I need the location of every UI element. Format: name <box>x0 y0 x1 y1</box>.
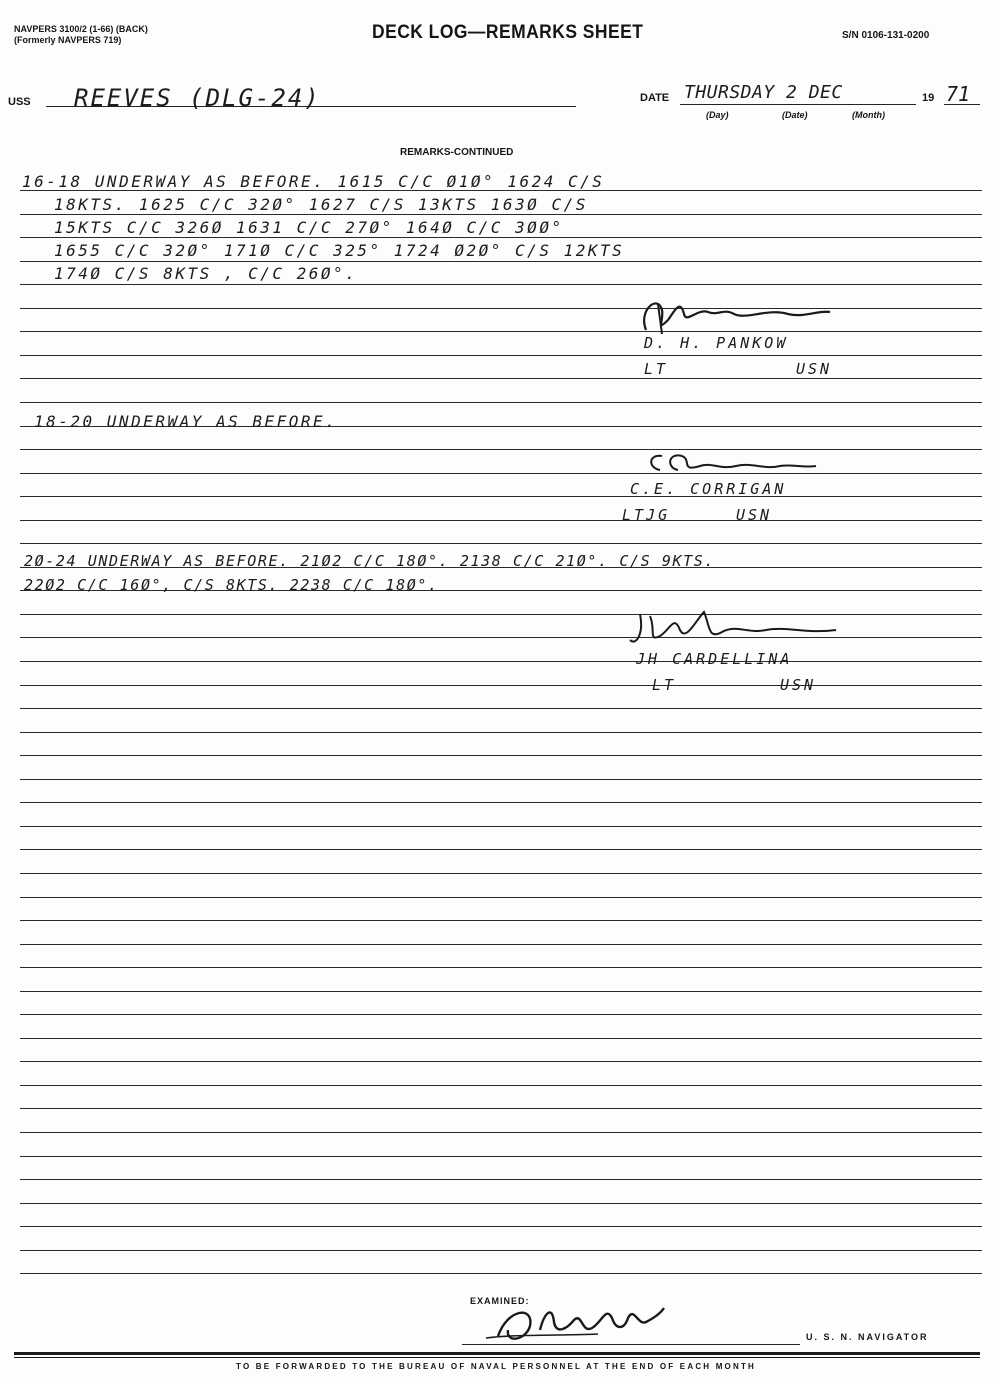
ruled-line <box>20 991 982 992</box>
ruled-line <box>20 685 982 686</box>
date-label: DATE <box>640 92 670 104</box>
ruled-line <box>20 708 982 709</box>
navigator-label: U. S. N. NAVIGATOR <box>806 1332 929 1342</box>
date-sub-date: (Date) <box>782 110 808 120</box>
entry-1-line-2: 18KTS. 1625 C/C 32Ø° 1627 C/S 13KTS 163Ø C/S <box>54 195 588 214</box>
ruled-line <box>20 1061 982 1062</box>
entry-2-line-1: 18-20 UNDERWAY AS BEFORE. <box>34 412 338 431</box>
ruled-line <box>20 1108 982 1109</box>
ruled-line <box>20 449 982 450</box>
entry-1-line-1: 16-18 UNDERWAY AS BEFORE. 1615 C/C Ø1Ø° 1624 C/S <box>22 172 605 191</box>
ruled-line <box>20 944 982 945</box>
ruled-line <box>20 355 982 356</box>
ruled-line <box>20 1156 982 1157</box>
signer-3-service: USN <box>780 676 817 694</box>
ruled-line <box>20 1250 982 1251</box>
ruled-line <box>20 967 982 968</box>
remarks-heading: REMARKS-CONTINUED <box>400 147 514 158</box>
ruled-line <box>20 802 982 803</box>
ruled-line <box>20 755 982 756</box>
ruled-line <box>20 826 982 827</box>
form-number-line2: (Formerly NAVPERS 719) <box>14 35 122 45</box>
ruled-line <box>20 1226 982 1227</box>
ruled-line <box>20 1132 982 1133</box>
ruled-line <box>20 284 982 285</box>
ruled-line <box>20 873 982 874</box>
ruled-line <box>20 1038 982 1039</box>
entry-1-line-4: 1655 C/C 32Ø° 171Ø C/C 325° 1724 Ø2Ø° C/S 12KTS <box>54 241 625 260</box>
signature-1 <box>628 290 838 338</box>
ruled-line <box>20 496 982 497</box>
footer-instruction: TO BE FORWARDED TO THE BUREAU OF NAVAL PERSONNEL AT THE END OF EACH MONTH <box>236 1362 757 1371</box>
date-sub-month: (Month) <box>852 110 885 120</box>
ruled-line <box>20 1203 982 1204</box>
stock-number: S/N 0106-131-0200 <box>842 30 930 41</box>
ruled-line <box>20 920 982 921</box>
ruled-line <box>20 1273 982 1274</box>
ruled-line <box>20 1014 982 1015</box>
ruled-line <box>20 1085 982 1086</box>
uss-label: USS <box>8 96 31 108</box>
ruled-line <box>20 1179 982 1180</box>
year-prefix: 19 <box>922 92 935 104</box>
navigator-signature <box>478 1300 668 1346</box>
navigator-signature-line <box>462 1344 800 1345</box>
date-underline <box>680 104 916 105</box>
signer-3-name: JH CARDELLINA <box>636 650 793 668</box>
signer-2-name: C.E. CORRIGAN <box>630 480 787 498</box>
ruled-line <box>20 897 982 898</box>
signer-2-rank: LTJG <box>622 506 671 524</box>
ruled-line <box>20 661 982 662</box>
form-number <box>14 24 148 46</box>
year-suffix: 71 <box>946 82 971 106</box>
date-sub-day: (Day) <box>706 110 729 120</box>
signature-2 <box>640 446 820 480</box>
signer-3-rank: LT <box>652 676 677 694</box>
ruled-line <box>20 779 982 780</box>
bottom-rule-thin <box>14 1357 980 1358</box>
ruled-line <box>20 214 982 215</box>
examined-label: EXAMINED: <box>470 1296 530 1306</box>
ruled-line <box>20 261 982 262</box>
signature-3 <box>626 606 846 650</box>
page-title: DECK LOG—REMARKS SHEET <box>372 22 644 43</box>
bottom-rule <box>14 1352 980 1355</box>
ruled-line <box>20 543 982 544</box>
signer-1-service: USN <box>796 360 833 378</box>
ruled-line <box>20 520 982 521</box>
entry-3-line-1: 2Ø-24 UNDERWAY AS BEFORE. 21Ø2 C/C 18Ø°. 2138 C/C 21Ø°. C/S 9KTS. <box>24 552 715 570</box>
signer-1-name: D. H. PANKOW <box>644 334 789 352</box>
form-number-line1: NAVPERS 3100/2 (1-66) (BACK) <box>14 24 148 34</box>
ruled-line <box>20 473 982 474</box>
entry-1-line-3: 15KTS C/C 326Ø 1631 C/C 27Ø° 164Ø C/C 3ØØ° <box>54 218 564 237</box>
entry-3-line-2: 22Ø2 C/C 16Ø°, C/S 8KTS. 2238 C/C 18Ø°. <box>24 576 439 594</box>
ruled-line <box>20 402 982 403</box>
ship-name: REEVES (DLG-24) <box>74 84 321 112</box>
ruled-line <box>20 732 982 733</box>
signer-1-rank: LT <box>644 360 669 378</box>
ruled-line <box>20 849 982 850</box>
entry-1-line-5: 174Ø C/S 8KTS , C/C 26Ø°. <box>54 264 358 283</box>
date-value: THURSDAY 2 DEC <box>684 82 843 103</box>
ruled-line <box>20 237 982 238</box>
signer-2-service: USN <box>736 506 773 524</box>
ruled-line <box>20 378 982 379</box>
